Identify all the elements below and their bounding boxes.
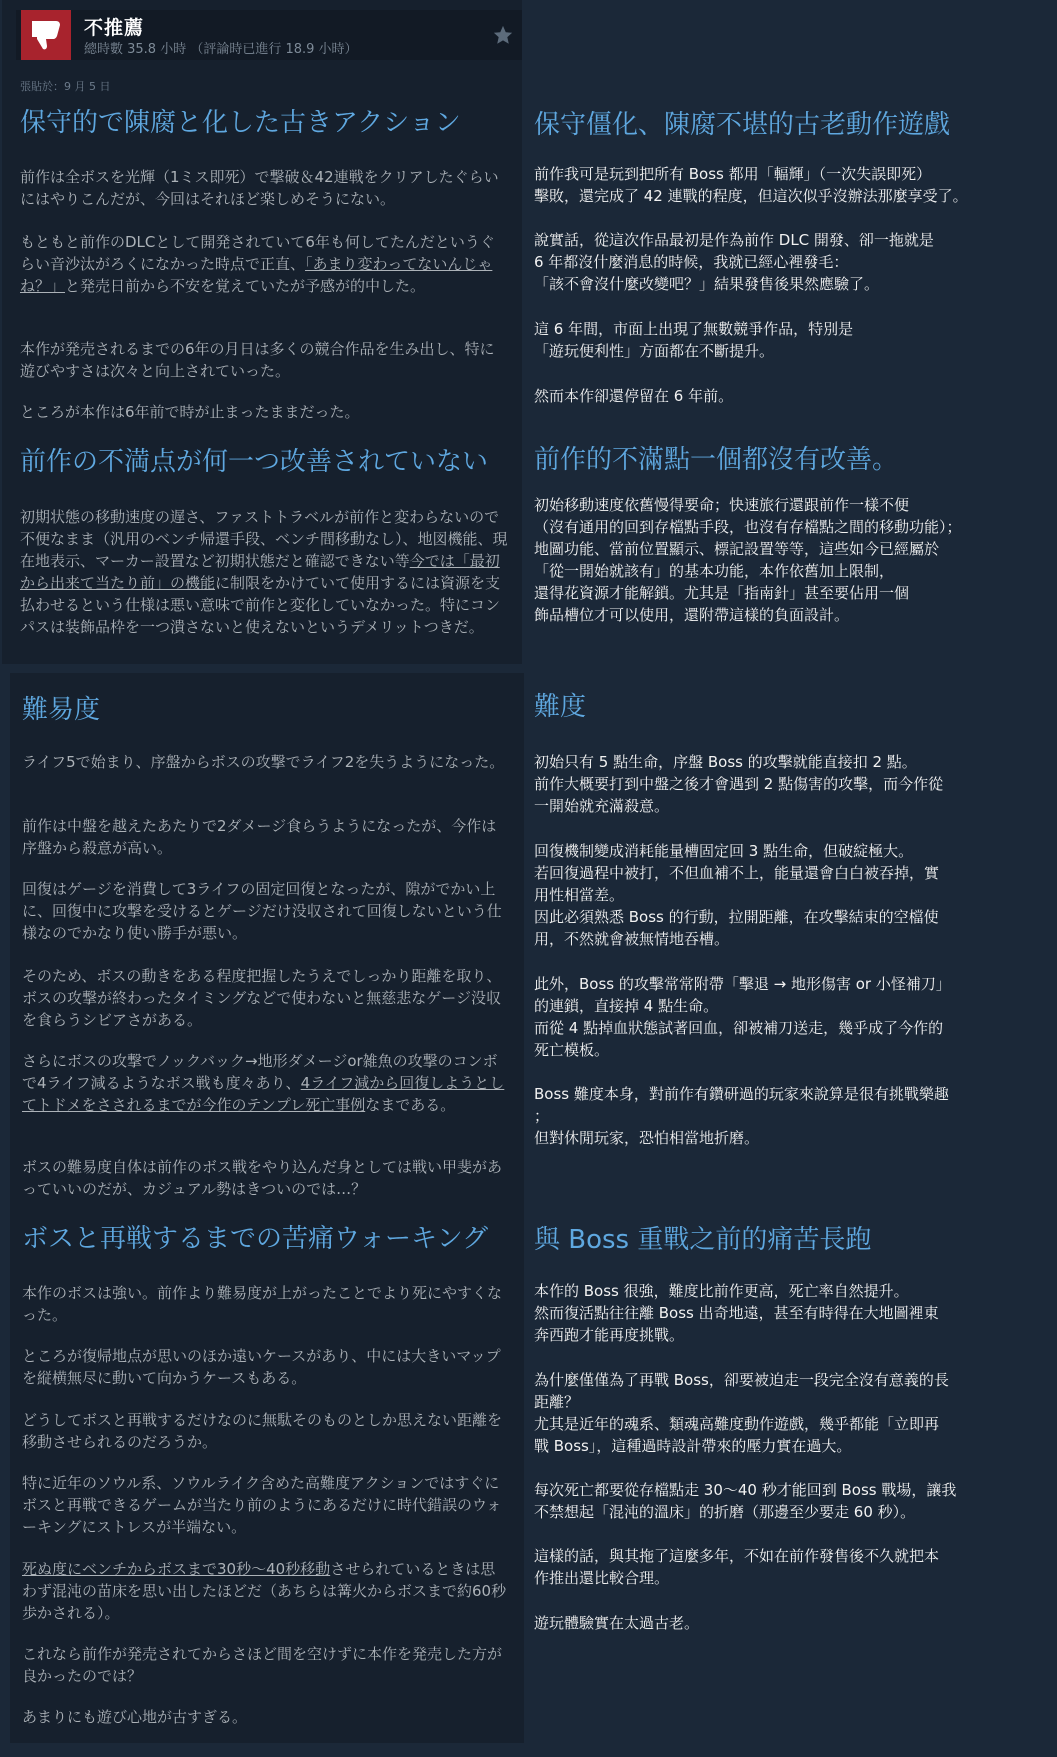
zh-s2-p1: 初始移動速度依舊慢得要命；快速旅行還跟前作一樣不便 （沒有通用的回到存檔點手段，也沒有存檔點之間的移動功能）； 地圖功能、當前位置顯示、標記設置等等，這些如今已經屬於 「從一開始就該有」的基本功能，本作依舊加上限制， 還得花資源才能解鎖。尤其是「指南針」甚至要佔用一個 飾品槽位才可以使用，還附帶這樣的負面設計。	[534, 496, 962, 624]
zh-s4-p2: 為什麼僅僅為了再戰 Boss，卻要被迫走一段完全沒有意義的長 距離？ 尤其是近年的魂系、類魂高難度動作遊戲，幾乎都能「立即再 戰 Boss」，這種過時設計帶來的壓力實在過大。	[534, 1371, 949, 1455]
jp-s2-p1-underlined: 今では「最初から出来て当たり前」の機能	[20, 552, 500, 592]
zh-s3-p4: Boss 難度本身，對前作有鑽研過的玩家來說算是很有挑戰樂趣 ； 但對休閒玩家，恐怕相當地折磨。	[534, 1085, 949, 1147]
jp-s2-p1-text-b: に制限をかけていて使用するには資源を支払わせるという仕様は悪い意味で前作と変化していなかった。特にコンパスは装飾品枠を一つ潰さないと使えないというデメリットつきだ。	[20, 574, 501, 636]
jp-s4-p3: どうしてボスと再戦するだけなのに無駄そのものとしか思えない距離を移動させられるのだろうか。	[22, 1411, 503, 1451]
zh-s4-p3: 每次死亡都要從存檔點走 30～40 秒才能回到 Boss 戰場，讓我 不禁想起「混沌的溫床」的折磨（那邊至少要走 60 秒）。	[534, 1481, 957, 1521]
zh-s4-p5: 遊玩體驗實在太過古老。	[534, 1614, 700, 1632]
jp-s2-p1-text-a: 初期状態の移動速度の遅さ、ファストトラベルが前作と変わらないので不便なまま（汎用のベンチ帰還手段、ベンチ間移動なし）、地図機能、現在地表示、マーカー設置など初期状態だと確認できない等	[20, 508, 508, 570]
jp-s4-p5-text-b: させられているときは思わず混沌の苗床を思い出したほどだ（あちらは篝火からボスまで約60秒歩かされる）。	[22, 1560, 507, 1622]
thumbs-down-icon	[26, 15, 66, 55]
jp-s4-p7: あまりにも遊び心地が古すぎる。	[22, 1708, 248, 1726]
zh-s4-p1: 本作的 Boss 很強，難度比前作更高，死亡率自然提升。 然而復活點往往離 Boss 出奇地遠，甚至有時得在大地圖裡東 奔西跑才能再度挑戰。	[534, 1282, 939, 1344]
thumbs-down-badge	[21, 10, 71, 60]
jp-s4-p4: 特に近年のソウル系、ソウルライク含めた高難度アクションではすぐにボスと再戦できるゲームが当たり前のようにあるだけに時代錯誤のウォーキングにストレスが半端ない。	[22, 1474, 502, 1536]
jp-s1-p2-text-a: もともと前作のDLCとして開発されていて6年も何してたんだというぐらい音沙汰がろくになかった時点で正直、	[20, 233, 495, 273]
zh-s1-p4: 然而本作卻還停留在 6 年前。	[534, 387, 734, 405]
jp-s3-p4: そのため、ボスの動きをある程度把握したうえでしっかり距離を取り、ボスの攻撃が終わったタイミングなどで使わないと無慈悲なゲージ没収を食らうシビアさがある。	[22, 967, 502, 1029]
jp-s3-p6: ボスの難易度自体は前作のボス戦をやり込んだ身としては戦い甲斐があっていいのだが、カジュアル勢はきついのでは…？	[22, 1158, 503, 1198]
posted-date: 張貼於：9 月 5 日	[20, 80, 111, 93]
jp-s3-p2: 前作は中盤を越えたあたりで2ダメージ食らうようになったが、今作は序盤から殺意が高い。	[22, 817, 497, 857]
zh-heading-3: 難度	[534, 692, 587, 722]
jp-s1-p4: ところが本作は6年前で時が止まったままだった。	[20, 403, 360, 421]
jp-s4-p6: これなら前作が発売されてからさほど間を空けずに本作を発売した方が良かったのでは？	[22, 1645, 503, 1685]
jp-s4-p5-underlined: 死ぬ度にベンチからボスまで30秒～40秒移動	[22, 1560, 331, 1578]
zh-s1-p1: 前作我可是玩到把所有 Boss 都用「輻輝」（一次失誤即死） 擊敗，還完成了 42 連戰的程度，但這次似乎沒辦法那麼享受了。	[534, 165, 968, 205]
zh-s4-p4: 這樣的話，與其拖了這麼多年，不如在前作發售後不久就把本 作推出還比較合理。	[534, 1547, 940, 1587]
jp-s1-p1: 前作は全ボスを光輝（1ミス即死）で撃破＆42連戦をクリアしたぐらいにはやりこんだが、今回はそれほど楽しめそうにない。	[20, 168, 499, 208]
jp-s3-p5	[22, 1050, 510, 1116]
jp-heading-3: 難易度	[22, 695, 101, 725]
jp-heading-2: 前作の不満点が何一つ改善されていない	[20, 447, 489, 477]
jp-s4-p2: ところが復帰地点が思いのほか遠いケースがあり、中には大きいマップを縦横無尽に動いて向かうケースもある。	[22, 1347, 501, 1387]
zh-heading-2: 前作的不滿點一個都沒有改善。	[534, 445, 899, 475]
jp-s2-p1	[20, 506, 508, 638]
review-header[interactable]	[16, 10, 522, 60]
playtime-hours: 總時數 35.8 小時 （評論時已進行 18.9 小時）	[84, 42, 358, 57]
zh-s3-p1: 初始只有 5 點生命，序盤 Boss 的攻擊就能直接扣 2 點。 前作大概要打到中盤之後才會遇到 2 點傷害的攻擊，而今作從 一開始就充滿殺意。	[534, 753, 944, 815]
jp-s4-p1: 本作のボスは強い。前作より難易度が上がったことでより死にやすくなった。	[22, 1284, 503, 1324]
jp-s1-p2-underlined: 「あまり変わってないんじゃね？」	[20, 255, 493, 295]
jp-s1-p3: 本作が発売されるまでの6年の月日は多くの競合作品を生み出し、特に遊びやすさは次々と向上されていった。	[20, 340, 495, 380]
recommendation-label: 不推薦	[84, 17, 145, 39]
jp-s3-p1: ライフ5で始まり、序盤からボスの攻撃でライフ2を失うようになった。	[22, 753, 505, 771]
jp-heading-4: ボスと再戦するまでの苦痛ウォーキング	[22, 1224, 489, 1254]
zh-s1-p2: 說實話，從這次作品最初是作為前作 DLC 開發、卻一拖就是 6 年都沒什麼消息的時候，我就已經心裡發毛： 「該不會沒什麼改變吧？」結果發售後果然應驗了。	[534, 231, 934, 293]
jp-s3-p5-text-a: さらにボスの攻撃でノックバック→地形ダメージor雑魚の攻撃のコンボで4ライフ減るようなボス戦も度々あり、	[22, 1052, 498, 1092]
jp-s1-p2-text-b: と発売日前から不安を覚えていたが予感が的中した。	[65, 277, 426, 295]
zh-s1-p3: 這 6 年間，市面上出現了無數競爭作品，特別是 「遊玩便利性」方面都在不斷提升。	[534, 320, 854, 360]
jp-s1-p2	[20, 231, 508, 297]
star-icon[interactable]	[492, 24, 514, 46]
zh-s3-p3: 此外，Boss 的攻擊常常附帶「擊退 → 地形傷害 or 小怪補刀」 的連鎖，直接掉 4 點生命。 而從 4 點掉血狀態試著回血，卻被補刀送走，幾乎成了今作的 死亡模板。	[534, 975, 951, 1059]
zh-heading-1: 保守僵化、陳腐不堪的古老動作遊戲	[534, 110, 951, 140]
zh-s3-p2: 回復機制變成消耗能量槽固定回 3 點生命，但破綻極大。 若回復過程中被打，不但血補不上，能量還會白白被吞掉，實 用性相當差。 因此必須熟悉 Boss 的行動，拉開距離，在攻擊結束的空檔使 用，不然就會被無情地吞槽。	[534, 842, 940, 948]
jp-s4-p5	[22, 1558, 510, 1624]
jp-s3-p5-underlined: 4ライフ減から回復しようとしてトドメをさされるまでが今作のテンプレ死亡事例	[22, 1074, 505, 1114]
jp-heading-1: 保守的で陳腐と化した古きアクション	[20, 108, 461, 138]
jp-s3-p3: 回復はゲージを消費して3ライフの固定回復となったが、隙がでかい上に、回復中に攻撃を受けるとゲージだけ没収されて回復しないという仕様なのでかなり使い勝手が悪い。	[22, 880, 502, 942]
zh-heading-4: 與 Boss 重戰之前的痛苦長跑	[534, 1225, 872, 1255]
jp-s3-p5-text-b: なまである。	[365, 1096, 456, 1114]
